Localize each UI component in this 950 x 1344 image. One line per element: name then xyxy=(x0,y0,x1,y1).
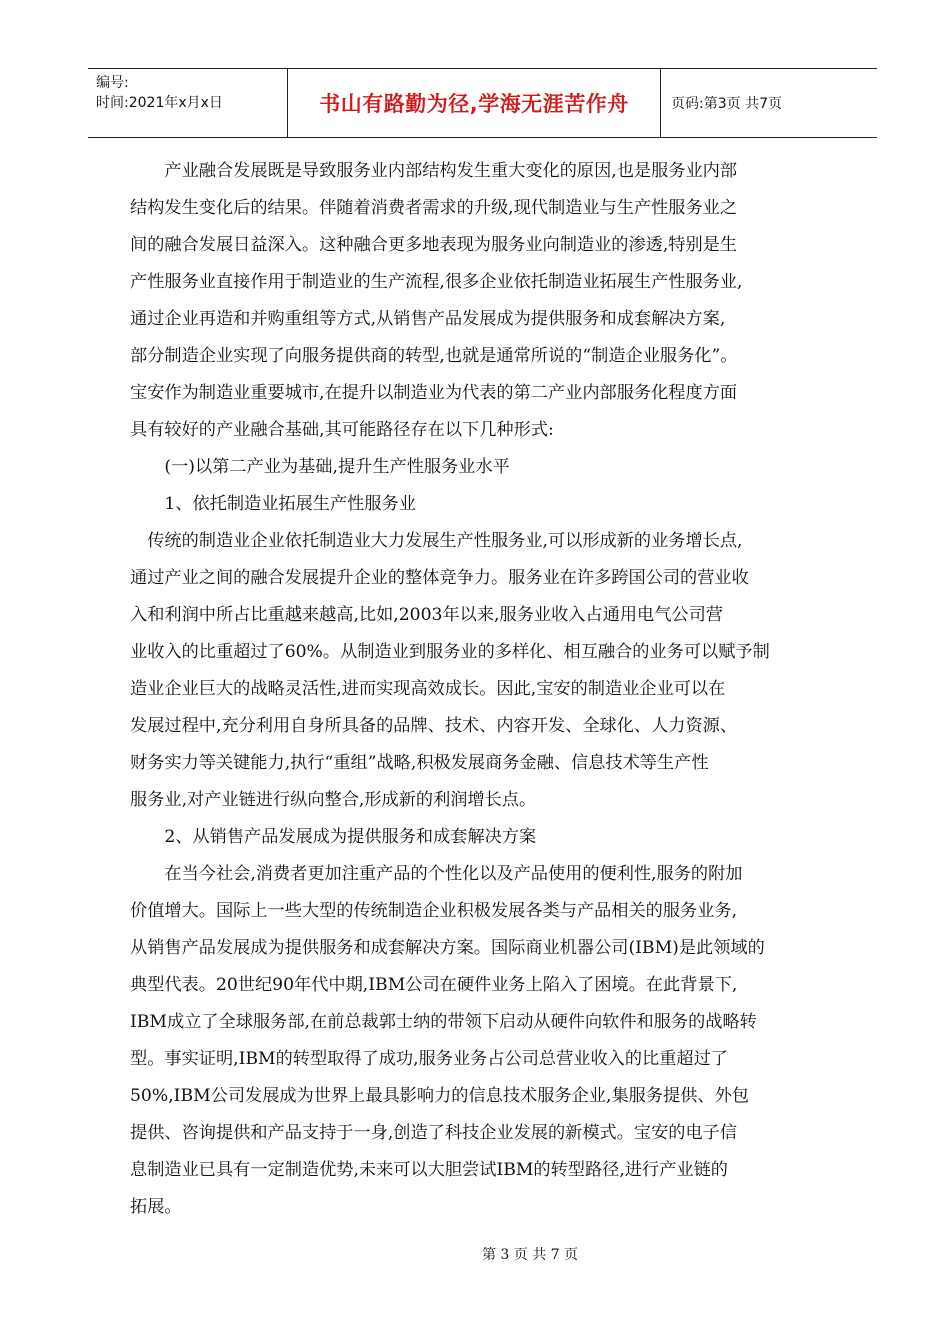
text-line: 在当今社会,消费者更加注重产品的个性化以及产品使用的便利性,服务的附加 xyxy=(130,864,743,884)
text-line: 拓展。 xyxy=(130,1197,182,1217)
text-line: 价值增大。国际上一些大型的传统制造企业积极发展各类与产品相关的服务业务, xyxy=(130,901,738,921)
text-line: 息制造业已具有一定制造优势,未来可以大胆尝试IBM的转型路径,进行产业链的 xyxy=(130,1160,728,1180)
text-line: 型。事实证明,IBM的转型取得了成功,服务业务占公司总营业收入的比重超过了 xyxy=(130,1049,728,1069)
text-line: 2、从销售产品发展成为提供服务和成套解决方案 xyxy=(130,827,537,847)
text-line: 传统的制造业企业依托制造业大力发展生产性服务业,可以形成新的业务增长点, xyxy=(130,531,743,551)
text-line: 造业企业巨大的战略灵活性,进而实现高效成长。因此,宝安的制造业企业可以在 xyxy=(130,679,726,699)
text-line: 间的融合发展日益深入。这种融合更多地表现为服务业向制造业的渗透,特别是生 xyxy=(130,235,738,255)
text-line: 发展过程中,充分利用自身所具备的品牌、技术、内容开发、全球化、人力资源、 xyxy=(130,716,738,736)
text-line: 服务业,对产业链进行纵向整合,形成新的利润增长点。 xyxy=(130,790,537,810)
text-line: 具有较好的产业融合基础,其可能路径存在以下几种形式: xyxy=(130,420,554,440)
document-body xyxy=(130,153,830,1226)
page-footer: 第 3 页 共 7 页 xyxy=(481,1247,579,1263)
text-line: 部分制造企业实现了向服务提供商的转型,也就是通常所说的“制造企业服务化”。 xyxy=(130,346,738,366)
text-line: 1、依托制造业拓展生产性服务业 xyxy=(130,494,416,514)
number-label: 编号: xyxy=(96,75,129,91)
text-line: 从销售产品发展成为提供服务和成套解决方案。国际商业机器公司(IBM)是此领域的 xyxy=(130,938,765,958)
text-line: 产业融合发展既是导致服务业内部结构发生重大变化的原因,也是服务业内部 xyxy=(130,161,738,181)
header-page-info: 页码:第3页 共7页 xyxy=(671,96,782,112)
text-line: 产性服务业直接作用于制造业的生产流程,很多企业依托制造业拓展生产性服务业, xyxy=(130,272,743,292)
text-line: 提供、咨询提供和产品支持于一身,创造了科技企业发展的新模式。宝安的电子信 xyxy=(130,1123,738,1143)
text-line: 结构发生变化后的结果。伴随着消费者需求的升级,现代制造业与生产性服务业之 xyxy=(130,198,738,218)
text-line: 宝安作为制造业重要城市,在提升以制造业为代表的第二产业内部服务化程度方面 xyxy=(130,383,738,403)
text-line: IBM成立了全球服务部,在前总裁郭士纳的带领下启动从硬件向软件和服务的战略转 xyxy=(130,1012,757,1032)
header-motto: 书山有路勤为径,学海无涯苦作舟 xyxy=(288,69,661,137)
page-header xyxy=(88,68,877,138)
text-line: 通过企业再造和并购重组等方式,从销售产品发展成为提供服务和成套解决方案, xyxy=(130,309,726,329)
time-label: 时间:2021年x月x日 xyxy=(96,95,223,111)
text-line: 业收入的比重超过了60%。从制造业到服务业的多样化、相互融合的业务可以赋予制 xyxy=(130,642,770,662)
text-line: (一)以第二产业为基础,提升生产性服务业水平 xyxy=(130,457,510,477)
header-meta xyxy=(88,69,288,137)
text-line: 入和利润中所占比重越来越高,比如,2003年以来,服务业收入占通用电气公司营 xyxy=(130,605,723,625)
text-line: 典型代表。20世纪90年代中期,IBM公司在硬件业务上陷入了困境。在此背景下, xyxy=(130,975,738,995)
text-line: 50%,IBM公司发展成为世界上最具影响力的信息技术服务企业,集服务提供、外包 xyxy=(130,1086,749,1106)
text-line: 通过产业之间的融合发展提升企业的整体竞争力。服务业在许多跨国公司的营业收 xyxy=(130,568,749,588)
text-line: 财务实力等关键能力,执行“重组”战略,积极发展商务金融、信息技术等生产性 xyxy=(130,753,709,773)
